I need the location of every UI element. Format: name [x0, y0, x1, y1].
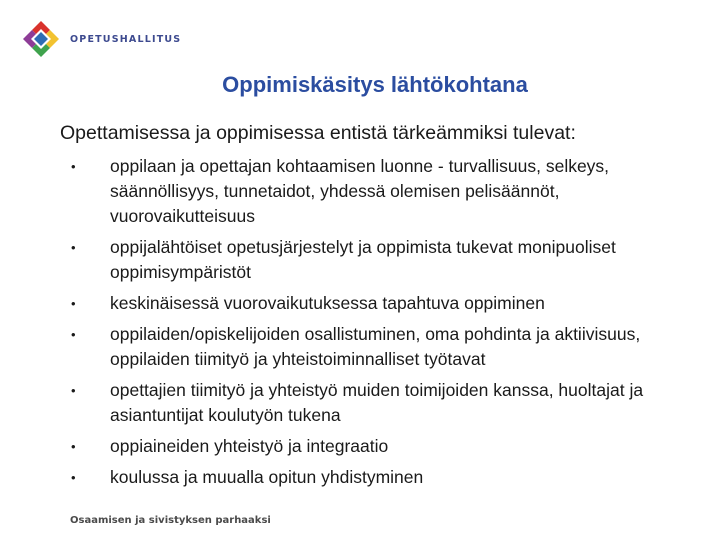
- bullet-text: koulussa ja muualla opitun yhdistyminen: [110, 467, 424, 487]
- bullet-item: [0, 378, 720, 428]
- bullet-dot-icon: •: [71, 470, 76, 485]
- logo-diamond-icon: [22, 20, 60, 58]
- bullet-item: [0, 235, 720, 285]
- logo-text: OPETUSHALLITUS: [70, 33, 182, 45]
- bullet-list: [0, 154, 720, 496]
- bullet-item: [0, 465, 720, 490]
- intro-text: Opettamisessa ja oppimisessa entistä tärkeämmiksi tulevat:: [60, 122, 576, 144]
- bullet-text: keskinäisessä vuorovaikutuksessa tapahtuva oppiminen: [110, 293, 545, 313]
- bullet-text: oppiaineiden yhteistyö ja integraatio: [110, 436, 389, 456]
- footer-slogan: Osaamisen ja sivistyksen parhaaksi: [70, 515, 271, 526]
- bullet-dot-icon: •: [71, 296, 76, 311]
- bullet-dot-icon: •: [71, 439, 76, 454]
- bullet-dot-icon: •: [71, 327, 76, 342]
- bullet-item: [0, 322, 720, 372]
- bullet-text: opettajien tiimityö ja yhteistyö muiden toimijoiden kanssa, huoltajat ja asiantuntijat koulutyön tukena: [110, 380, 644, 425]
- opetushallitus-logo: [22, 20, 181, 58]
- bullet-dot-icon: •: [71, 383, 76, 398]
- bullet-item: [0, 434, 720, 459]
- bullet-dot-icon: •: [71, 240, 76, 255]
- bullet-text: oppijalähtöiset opetusjärjestelyt ja oppimista tukevat monipuoliset oppimisympäristöt: [110, 237, 616, 282]
- bullet-dot-icon: •: [71, 159, 76, 174]
- bullet-item: [0, 291, 720, 316]
- bullet-text: oppilaan ja opettajan kohtaamisen luonne - turvallisuus, selkeys, säännöllisyys, tunnetaidot, yhdessä olemisen pelisäännöt, vuorovaikutteisuus: [110, 156, 610, 226]
- slide-title: Oppimiskäsitys lähtökohtana: [222, 72, 528, 97]
- bullet-item: [0, 154, 720, 229]
- bullet-text: oppilaiden/opiskelijoiden osallistuminen, oma pohdinta ja aktiivisuus, oppilaiden tiimityö ja yhteistoiminnalliset työtavat: [110, 324, 641, 369]
